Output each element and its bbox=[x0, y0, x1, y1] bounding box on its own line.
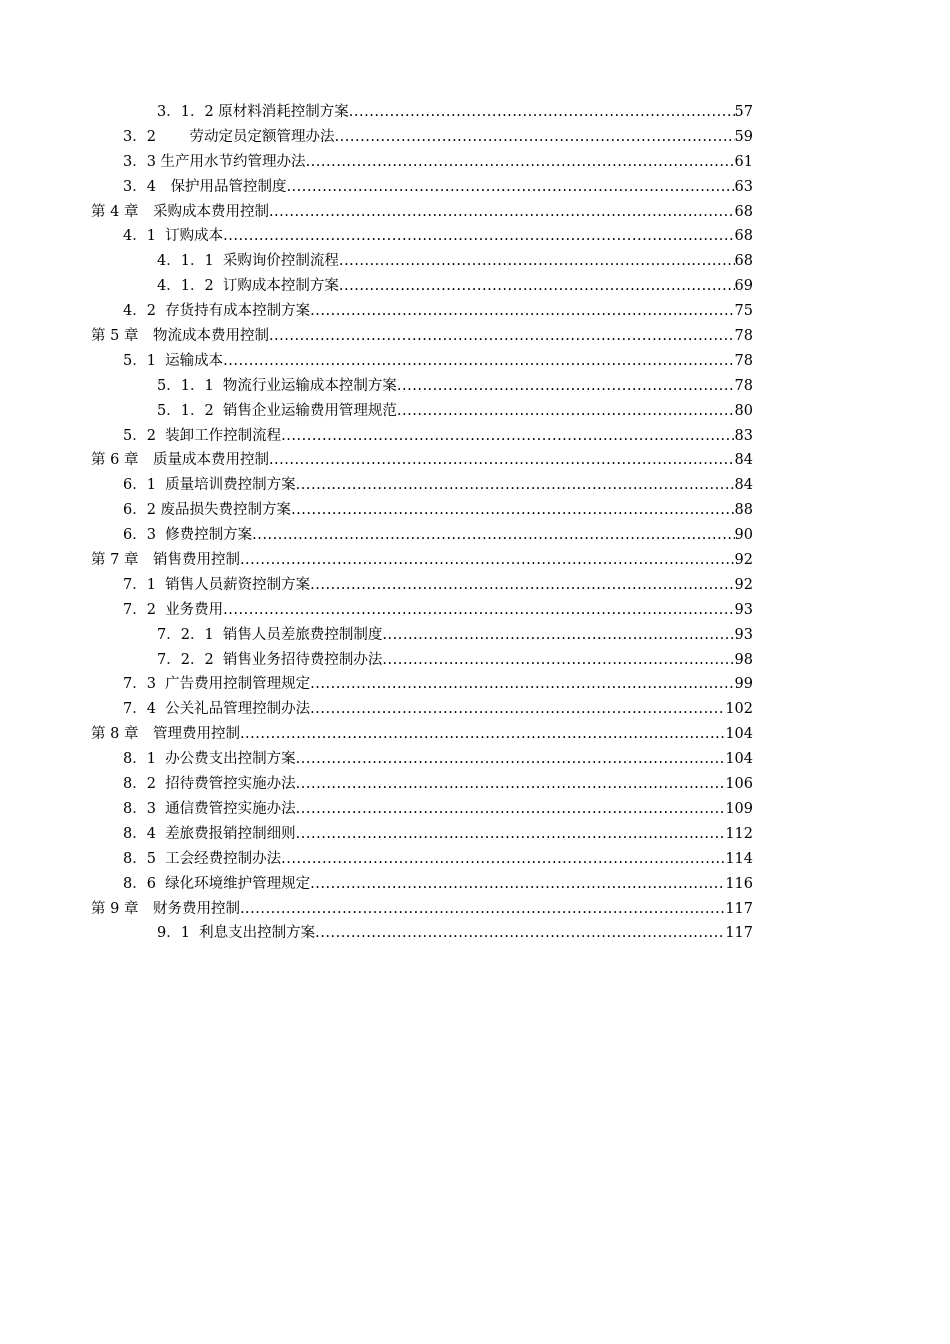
toc-entry-page-number[interactable]: 59 bbox=[734, 128, 753, 145]
toc-entry[interactable] bbox=[0, 847, 950, 872]
toc-entry-page-number[interactable]: 80 bbox=[734, 402, 753, 419]
toc-entry[interactable] bbox=[0, 598, 950, 623]
toc-dot-leader bbox=[296, 822, 726, 847]
toc-entry-line bbox=[123, 349, 753, 374]
toc-entry[interactable] bbox=[0, 523, 950, 548]
toc-entry-title[interactable]: 第 5 章 物流成本费用控制 bbox=[91, 328, 269, 345]
toc-entry[interactable] bbox=[0, 299, 950, 324]
toc-entry-line bbox=[123, 797, 753, 822]
toc-entry-line bbox=[157, 274, 753, 299]
toc-entry-line bbox=[123, 299, 753, 324]
toc-entry[interactable] bbox=[0, 573, 950, 598]
toc-entry-page-number[interactable]: 83 bbox=[734, 427, 753, 444]
toc-entry[interactable] bbox=[0, 448, 950, 473]
toc-entry[interactable] bbox=[0, 100, 950, 125]
toc-entry-line bbox=[123, 872, 753, 897]
toc-entry-line bbox=[91, 722, 753, 747]
toc-entry-title[interactable]: 7．1 销售人员薪资控制方案 bbox=[123, 576, 311, 593]
toc-dot-leader bbox=[382, 648, 734, 673]
toc-entry-line bbox=[123, 424, 753, 449]
toc-entry-page-number[interactable]: 69 bbox=[734, 278, 753, 295]
toc-entry-title[interactable]: 8．5 工会经费控制办法 bbox=[123, 850, 282, 867]
toc-dot-leader bbox=[397, 399, 735, 424]
toc-entry-title[interactable]: 4．1．1 采购询价控制流程 bbox=[157, 253, 339, 270]
toc-entry[interactable] bbox=[0, 224, 950, 249]
toc-entry-page-number[interactable]: 98 bbox=[734, 651, 753, 668]
toc-entry-page-number[interactable]: 63 bbox=[734, 178, 753, 195]
toc-entry-line bbox=[123, 598, 753, 623]
toc-entry-page-number[interactable]: 106 bbox=[725, 776, 753, 793]
toc-entry-line bbox=[91, 200, 753, 225]
toc-dot-leader bbox=[315, 921, 725, 946]
toc-entry-page-number[interactable]: 112 bbox=[725, 825, 753, 842]
toc-entry-line bbox=[91, 448, 753, 473]
table-of-contents bbox=[0, 100, 950, 946]
toc-entry[interactable] bbox=[0, 623, 950, 648]
toc-entry-line bbox=[123, 473, 753, 498]
toc-entry-line bbox=[91, 897, 753, 922]
toc-dot-leader bbox=[296, 797, 726, 822]
toc-dot-leader bbox=[296, 473, 735, 498]
toc-dot-leader bbox=[310, 299, 734, 324]
toc-entry-title[interactable]: 7．3 广告费用控制管理规定 bbox=[123, 676, 311, 693]
toc-entry[interactable] bbox=[0, 498, 950, 523]
toc-entry[interactable] bbox=[0, 324, 950, 349]
toc-dot-leader bbox=[223, 224, 734, 249]
toc-entry-page-number[interactable]: 109 bbox=[725, 800, 753, 817]
toc-entry-line bbox=[123, 573, 753, 598]
toc-entry-line bbox=[157, 648, 753, 673]
toc-entry-page-number[interactable]: 61 bbox=[734, 153, 753, 170]
toc-entry-line bbox=[123, 772, 753, 797]
toc-entry-title[interactable]: 第 9 章 财务费用控制 bbox=[91, 900, 240, 917]
toc-entry[interactable] bbox=[0, 399, 950, 424]
toc-entry[interactable] bbox=[0, 548, 950, 573]
toc-dot-leader bbox=[296, 747, 726, 772]
toc-dot-leader bbox=[269, 200, 735, 225]
toc-dot-leader bbox=[240, 548, 735, 573]
toc-entry-line bbox=[123, 847, 753, 872]
toc-entry-title[interactable]: 第 7 章 销售费用控制 bbox=[91, 552, 240, 569]
toc-dot-leader bbox=[310, 672, 734, 697]
toc-entry-page-number[interactable]: 90 bbox=[734, 527, 753, 544]
toc-entry-title[interactable]: 9．1 利息支出控制方案 bbox=[157, 925, 316, 942]
toc-entry-title[interactable]: 7．2．1 销售人员差旅费控制制度 bbox=[157, 626, 383, 643]
toc-dot-leader bbox=[382, 623, 734, 648]
toc-dot-leader bbox=[339, 249, 735, 274]
toc-entry-line bbox=[123, 224, 753, 249]
toc-entry-page-number[interactable]: 117 bbox=[725, 900, 753, 917]
toc-dot-leader bbox=[269, 448, 735, 473]
toc-entry[interactable] bbox=[0, 249, 950, 274]
toc-entry-page-number[interactable]: 92 bbox=[734, 576, 753, 593]
toc-entry-page-number[interactable]: 117 bbox=[725, 925, 753, 942]
toc-entry-title[interactable]: 5．1．2 销售企业运输费用管理规范 bbox=[157, 402, 397, 419]
toc-entry[interactable] bbox=[0, 747, 950, 772]
toc-entry-title[interactable]: 第 6 章 质量成本费用控制 bbox=[91, 452, 269, 469]
toc-entry-page-number[interactable]: 84 bbox=[734, 452, 753, 469]
toc-entry-title[interactable]: 4．1 订购成本 bbox=[123, 228, 224, 245]
toc-entry-title[interactable]: 8．2 招待费管控实施办法 bbox=[123, 776, 296, 793]
toc-entry-line bbox=[157, 374, 753, 399]
toc-entry-line bbox=[123, 523, 753, 548]
toc-entry-page-number[interactable]: 104 bbox=[725, 751, 753, 768]
toc-entry[interactable] bbox=[0, 897, 950, 922]
toc-entry-title[interactable]: 7．2 业务费用 bbox=[123, 601, 224, 618]
toc-entry-title[interactable]: 6．1 质量培训费控制方案 bbox=[123, 477, 296, 494]
toc-entry-page-number[interactable]: 93 bbox=[734, 601, 753, 618]
toc-entry-line bbox=[157, 623, 753, 648]
toc-dot-leader bbox=[223, 349, 734, 374]
toc-entry-line bbox=[157, 399, 753, 424]
toc-entry-title[interactable]: 7．2．2 销售业务招待费控制办法 bbox=[157, 651, 383, 668]
toc-entry-line bbox=[123, 747, 753, 772]
toc-entry-line bbox=[123, 822, 753, 847]
toc-entry-title[interactable]: 3．3 生产用水节约管理办法 bbox=[123, 153, 306, 170]
toc-entry-title[interactable]: 3．1．2 原材料消耗控制方案 bbox=[157, 104, 349, 120]
toc-entry[interactable] bbox=[0, 648, 950, 673]
toc-entry[interactable] bbox=[0, 150, 950, 175]
toc-entry-page-number[interactable]: 84 bbox=[734, 477, 753, 494]
toc-entry-page-number[interactable]: 78 bbox=[734, 377, 753, 394]
toc-dot-leader bbox=[296, 772, 726, 797]
toc-entry[interactable] bbox=[0, 473, 950, 498]
toc-dot-leader bbox=[286, 175, 734, 200]
toc-entry-page-number[interactable]: 78 bbox=[734, 352, 753, 369]
toc-entry-line bbox=[123, 697, 753, 722]
toc-entry-title[interactable]: 第 8 章 管理费用控制 bbox=[91, 726, 240, 743]
toc-entry-title[interactable]: 第 4 章 采购成本费用控制 bbox=[91, 203, 269, 220]
toc-entry-page-number[interactable]: 114 bbox=[725, 850, 753, 867]
toc-entry-title[interactable]: 3．2 劳动定员定额管理办法 bbox=[123, 128, 335, 145]
toc-entry-line bbox=[157, 249, 753, 274]
toc-entry-page-number[interactable]: 78 bbox=[734, 328, 753, 345]
toc-entry-page-number[interactable]: 68 bbox=[734, 228, 753, 245]
toc-entry-page-number[interactable]: 99 bbox=[734, 676, 753, 693]
toc-dot-leader bbox=[306, 150, 735, 175]
toc-entry[interactable] bbox=[0, 200, 950, 225]
toc-entry-page-number[interactable]: 104 bbox=[725, 726, 753, 743]
toc-dot-leader bbox=[349, 100, 735, 125]
toc-entry-title[interactable]: 8．1 办公费支出控制方案 bbox=[123, 751, 296, 768]
toc-entry[interactable] bbox=[0, 175, 950, 200]
toc-entry-page-number[interactable]: 88 bbox=[734, 502, 753, 519]
toc-entry-title[interactable]: 6．2 废品损失费控制方案 bbox=[123, 502, 292, 519]
toc-entry[interactable] bbox=[0, 921, 950, 946]
toc-entry-page-number[interactable]: 116 bbox=[725, 875, 753, 892]
toc-entry[interactable] bbox=[0, 274, 950, 299]
toc-entry-line bbox=[157, 921, 753, 946]
toc-entry-line bbox=[123, 125, 753, 150]
toc-entry[interactable] bbox=[0, 349, 950, 374]
toc-entry-title[interactable]: 8．3 通信费管控实施办法 bbox=[123, 800, 296, 817]
toc-entry[interactable] bbox=[0, 125, 950, 150]
toc-entry-title[interactable]: 5．2 装卸工作控制流程 bbox=[123, 427, 282, 444]
toc-entry-page-number[interactable]: 68 bbox=[734, 253, 753, 270]
toc-entry-line bbox=[91, 324, 753, 349]
toc-entry-page-number[interactable]: 92 bbox=[734, 552, 753, 569]
toc-dot-leader bbox=[240, 722, 725, 747]
toc-entry-title[interactable]: 6．3 修费控制方案 bbox=[123, 527, 253, 544]
toc-entry-title[interactable]: 5．1 运输成本 bbox=[123, 352, 224, 369]
toc-entry[interactable] bbox=[0, 374, 950, 399]
toc-dot-leader bbox=[310, 697, 725, 722]
toc-dot-leader bbox=[310, 573, 734, 598]
toc-entry-title[interactable]: 4．2 存货持有成本控制方案 bbox=[123, 303, 311, 320]
toc-entry-title[interactable]: 8．6 绿化环境维护管理规定 bbox=[123, 875, 311, 892]
toc-entry-title[interactable]: 7．4 公关礼品管理控制办法 bbox=[123, 701, 311, 718]
toc-entry[interactable] bbox=[0, 872, 950, 897]
toc-entry[interactable] bbox=[0, 697, 950, 722]
toc-entry[interactable] bbox=[0, 424, 950, 449]
toc-entry-title[interactable]: 4．1．2 订购成本控制方案 bbox=[157, 278, 339, 295]
toc-entry-title[interactable]: 8．4 差旅费报销控制细则 bbox=[123, 825, 296, 842]
toc-entry-page-number[interactable]: 57 bbox=[734, 104, 753, 120]
toc-entry[interactable] bbox=[0, 797, 950, 822]
toc-dot-leader bbox=[335, 125, 735, 150]
toc-dot-leader bbox=[281, 424, 734, 449]
toc-entry-line bbox=[123, 498, 753, 523]
toc-entry[interactable] bbox=[0, 722, 950, 747]
toc-entry-page-number[interactable]: 102 bbox=[725, 701, 753, 718]
toc-entry[interactable] bbox=[0, 672, 950, 697]
toc-dot-leader bbox=[397, 374, 735, 399]
toc-dot-leader bbox=[339, 274, 735, 299]
toc-dot-leader bbox=[223, 598, 734, 623]
toc-dot-leader bbox=[291, 498, 734, 523]
toc-entry-page-number[interactable]: 68 bbox=[734, 203, 753, 220]
toc-entry[interactable] bbox=[0, 772, 950, 797]
toc-entry-line bbox=[157, 100, 753, 125]
toc-dot-leader bbox=[310, 872, 725, 897]
toc-dot-leader bbox=[281, 847, 725, 872]
toc-entry-line bbox=[123, 672, 753, 697]
toc-entry-title[interactable]: 5．1．1 物流行业运输成本控制方案 bbox=[157, 377, 397, 394]
toc-entry-page-number[interactable]: 75 bbox=[734, 303, 753, 320]
toc-entry[interactable] bbox=[0, 822, 950, 847]
toc-entry-line bbox=[123, 175, 753, 200]
toc-entry-page-number[interactable]: 93 bbox=[734, 626, 753, 643]
toc-entry-title[interactable]: 3．4 保护用品管控制度 bbox=[123, 178, 287, 195]
toc-entry-line bbox=[123, 150, 753, 175]
toc-dot-leader bbox=[269, 324, 735, 349]
toc-entry-line bbox=[91, 548, 753, 573]
toc-dot-leader bbox=[252, 523, 734, 548]
toc-dot-leader bbox=[240, 897, 725, 922]
